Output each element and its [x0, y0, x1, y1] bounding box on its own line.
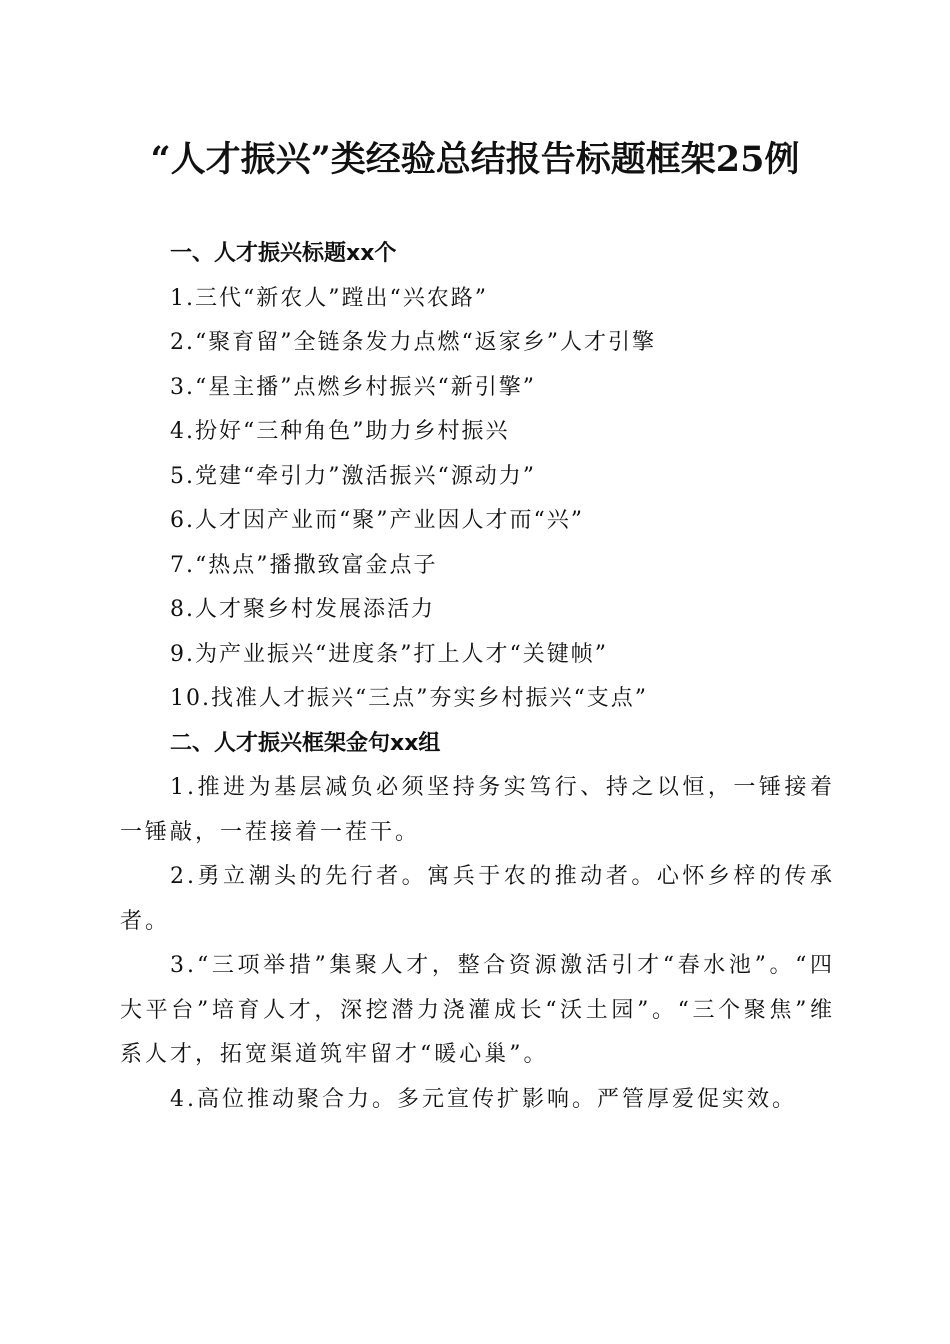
section-1-heading: 一、人才振兴标题xx个 [170, 241, 397, 266]
section-1-item: 3.“星主播”点燃乡村振兴“新引擎” [170, 374, 536, 400]
section-2-heading: 二、人才振兴框架金句xx组 [170, 730, 441, 756]
section-2-paragraph: 4.高位推动聚合力。多元宣传扩影响。严管厚爱促实效。 [170, 1086, 797, 1112]
section-1-item: 5.党建“牵引力”激活振兴“源动力” [170, 463, 536, 489]
document-body [120, 232, 835, 1122]
section-1-item: 1.三代“新农人”蹚出“兴农路” [170, 285, 488, 311]
section-2-paragraph: 3.“三项举措”集聚人才，整合资源激活引才“春水池”。“四大平台”培育人才，深挖潜力浇灌成长“沃土园”。“三个聚焦”维系人才，拓宽渠道筑牢留才“暖心巢”。 [120, 953, 835, 1067]
section-2-paragraph: 1.推进为基层减负必须坚持务实笃行、持之以恒，一锤接着一锤敲，一茬接着一茬干。 [120, 775, 835, 845]
section-1-item: 7.“热点”播撒致富金点子 [170, 552, 438, 578]
section-2-paragraph: 2.勇立潮头的先行者。寓兵于农的推动者。心怀乡梓的传承者。 [120, 864, 835, 934]
section-1-item: 10.找准人才振兴“三点”夯实乡村振兴“支点” [170, 686, 648, 711]
document-title: “人才振兴”类经验总结报告标题框架25例 [150, 139, 800, 180]
section-1-item: 9.为产业振兴“进度条”打上人才“关键帧” [170, 641, 608, 667]
section-1-item: 6.人才因产业而“聚”产业因人才而“兴” [170, 508, 584, 533]
section-1-item: 4.扮好“三种角色”助力乡村振兴 [170, 419, 510, 444]
section-1-item: 8.人才聚乡村发展添活力 [170, 597, 435, 622]
section-1-item: 2.“聚育留”全链条发力点燃“返家乡”人才引擎 [170, 330, 656, 355]
